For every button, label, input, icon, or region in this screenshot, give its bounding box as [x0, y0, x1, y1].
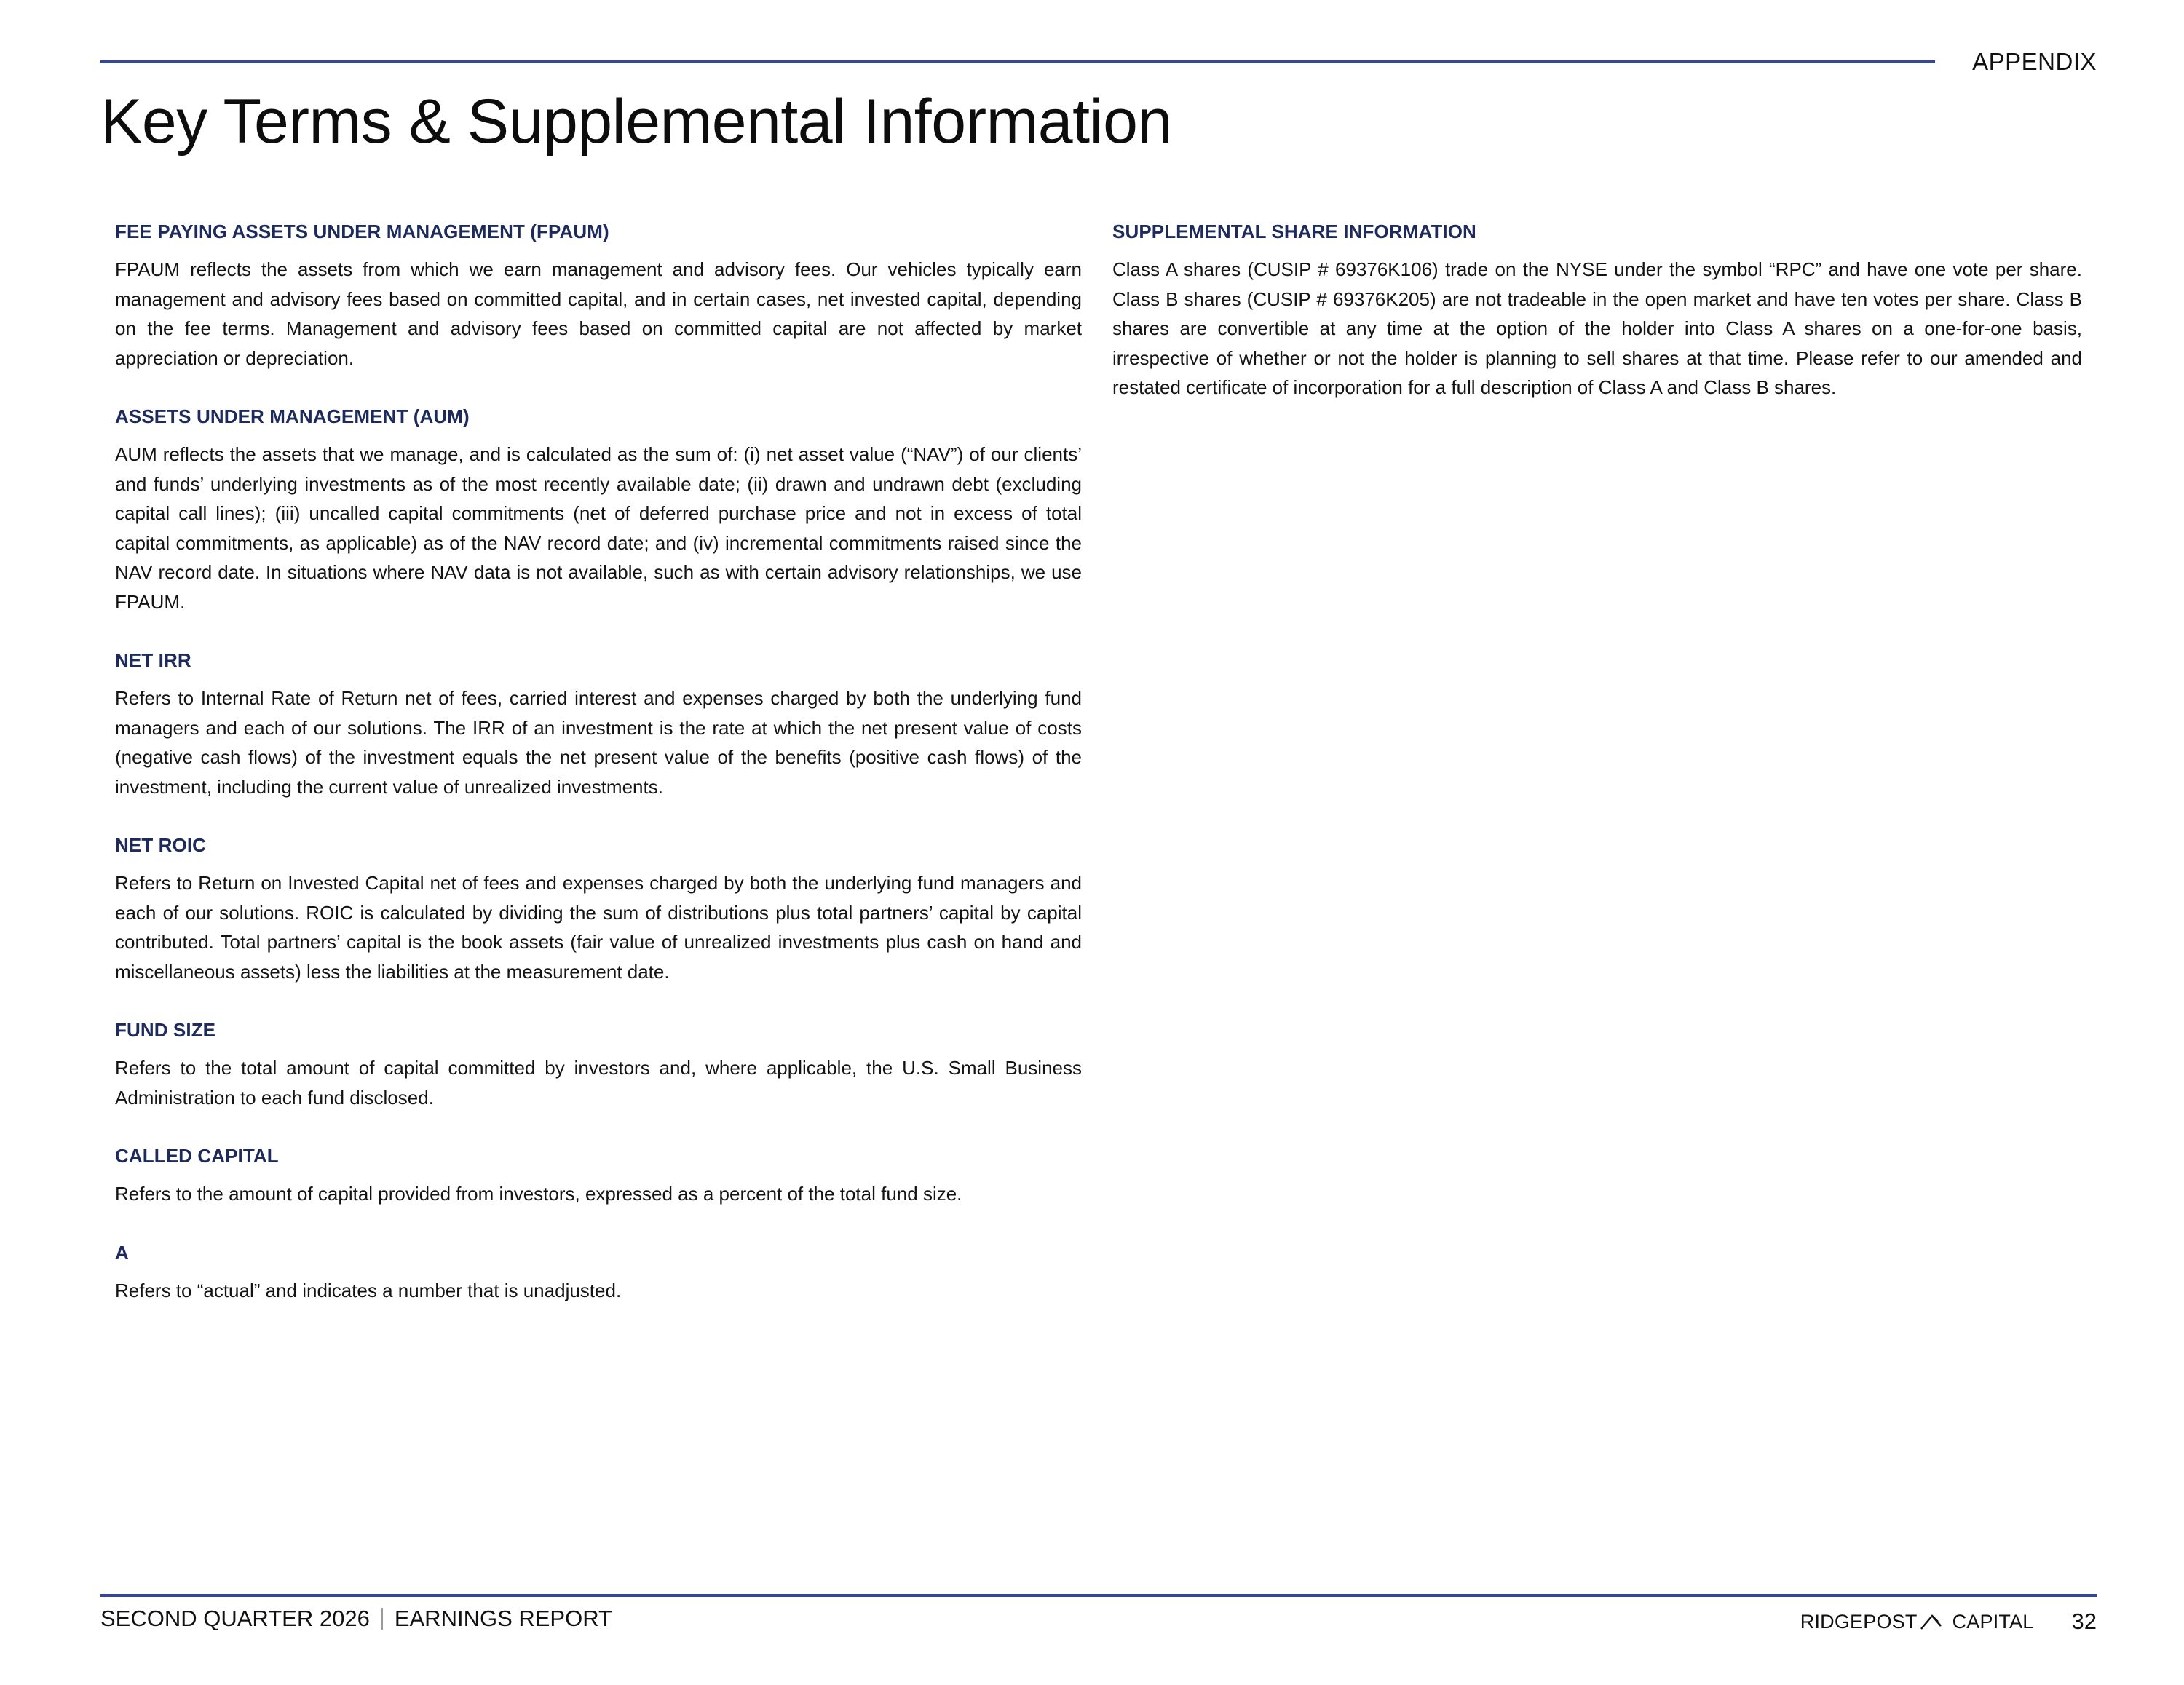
left-column: [115, 217, 1082, 1334]
term-heading: NET ROIC: [115, 834, 207, 856]
right-column: [1112, 217, 2082, 432]
page-title: Key Terms & Supplemental Information: [100, 87, 1172, 156]
footer-rule: [100, 1594, 2097, 1597]
mountain-peak-icon: [1920, 1613, 1950, 1630]
header-rule: [100, 60, 1935, 63]
term-heading: SUPPLEMENTAL SHARE INFORMATION: [1112, 221, 1476, 242]
footer-brand-area: [1800, 1609, 2097, 1635]
term-body: Refers to “actual” and indicates a number that is unadjusted.: [115, 1279, 622, 1301]
term-net-roic: [115, 830, 1082, 986]
term-body: Refers to Return on Invested Capital net of fees and expenses charged by both the underlying fund managers and each of our solutions. ROIC is calculated by dividing the sum of distributions plus total partners’ capital by capital contributed. Total partners’ capital is the book assets (fair value of unrealized investments plus cash on hand and miscellaneous assets) less the liabilities at the measurement date.: [115, 872, 1082, 983]
brand-name-left: RIDGEPOST: [1800, 1610, 1918, 1633]
term-called-capital: [115, 1141, 1082, 1209]
term-body: Refers to the total amount of capital committed by investors and, where applicable, the U.S. Small Business Administration to each fund disclosed.: [115, 1057, 1082, 1109]
term-body: Refers to Internal Rate of Return net of fees, carried interest and expenses charged by both the underlying fund managers and each of our solutions. The IRR of an investment is the rate at which the net present value of costs (negative cash flows) of the investment equals the net present value of the benefits (positive cash flows) of the investment, including the current value of unrealized investments.: [115, 687, 1082, 798]
term-heading: FEE PAYING ASSETS UNDER MANAGEMENT (FPAUM): [115, 221, 609, 242]
footer-divider: [381, 1608, 383, 1630]
term-net-irr: [115, 646, 1082, 801]
brand-logo: [1800, 1611, 2034, 1633]
term-heading: CALLED CAPITAL: [115, 1145, 279, 1167]
term-aum: [115, 402, 1082, 616]
footer-report-name: EARNINGS REPORT: [394, 1606, 612, 1631]
footer-period: SECOND QUARTER 2026: [100, 1606, 370, 1631]
term-heading: FUND SIZE: [115, 1019, 216, 1041]
term-body: FPAUM reflects the assets from which we earn management and advisory fees. Our vehicles typically earn management and advisory fees based on committed capital, and in certain cases, net invested capital, depending on the fee terms. Management and advisory fees based on committed capital are not affected by market appreciation or depreciation.: [115, 258, 1082, 369]
term-fund-size: [115, 1015, 1082, 1112]
page-number: 32: [2071, 1609, 2097, 1634]
term-supplemental-share-info: [1112, 217, 2082, 403]
term-body: Class A shares (CUSIP # 69376K106) trade on the NYSE under the symbol “RPC” and have one vote per share. Class B shares (CUSIP # 69376K205) are not tradeable in the open market and have ten votes per share. Class B shares are convertible at any time at the option of the holder into Class A shares on a one-for-one basis, irrespective of whether or not the holder is planning to sell shares at that time. Please refer to our amended and restated certificate of incorporation for a full description of Class A and Class B shares.: [1112, 258, 2082, 398]
brand-name-right: CAPITAL: [1952, 1610, 2034, 1633]
footer-report-info: [100, 1606, 612, 1632]
term-heading: ASSETS UNDER MANAGEMENT (AUM): [115, 405, 470, 427]
term-heading: NET IRR: [115, 649, 191, 671]
term-a: [115, 1238, 1082, 1306]
term-body: AUM reflects the assets that we manage, and is calculated as the sum of: (i) net asset value (“NAV”) of our clients’ and funds’ underlying investments as of the most recently available date; (ii) drawn and undrawn debt (excluding capital call lines); (iii) uncalled capital commitments (net of deferred purchase price and not in excess of total capital commitments, as applicable) as of the NAV record date; and (iv) incremental commitments raised since the NAV record date. In situations where NAV data is not available, such as with certain advisory relationships, we use FPAUM.: [115, 443, 1082, 613]
term-body: Refers to the amount of capital provided from investors, expressed as a percent of the total fund size.: [115, 1183, 962, 1205]
term-heading: A: [115, 1241, 129, 1264]
section-label: APPENDIX: [1972, 48, 2097, 75]
term-fpaum: [115, 217, 1082, 373]
